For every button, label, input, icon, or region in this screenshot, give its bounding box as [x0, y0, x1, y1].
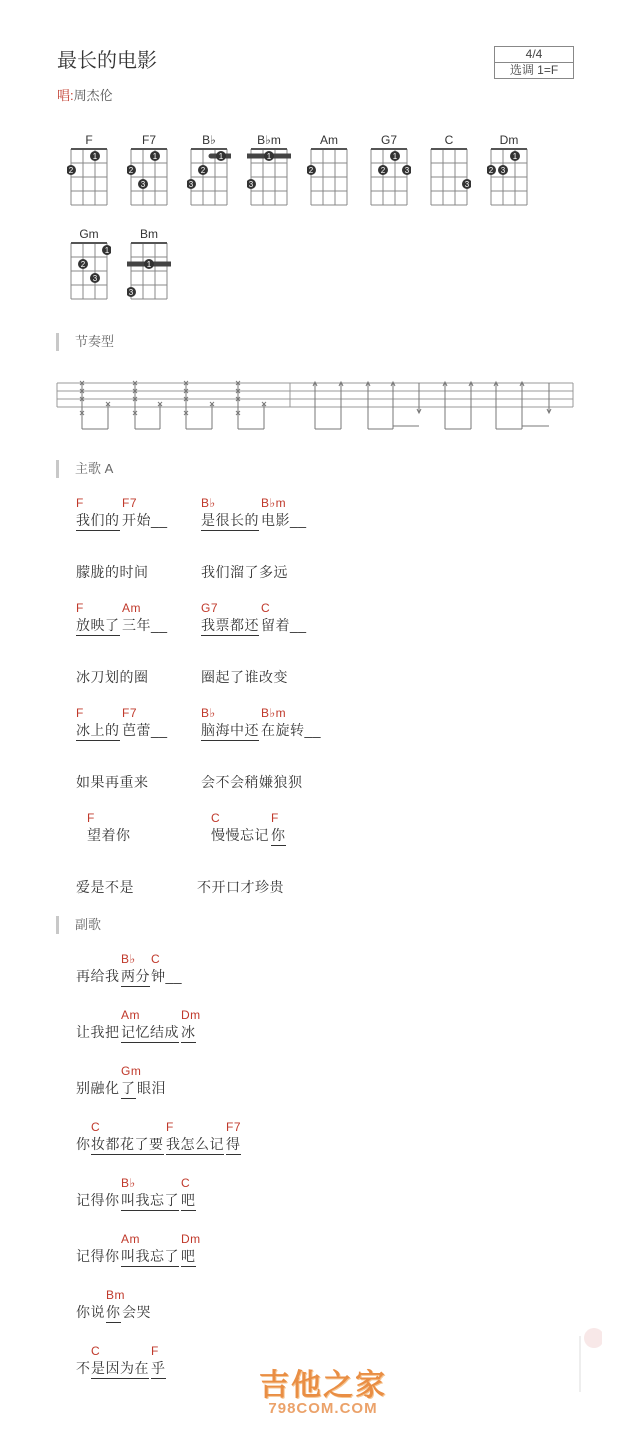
lyric-text: 叫我忘了 [121, 1190, 179, 1211]
chord-label: C [91, 1120, 101, 1134]
lyric-segment [211, 811, 269, 845]
chord-name: B♭ [202, 133, 216, 147]
lyric-text: 会哭 [122, 1304, 151, 1320]
svg-text:3: 3 [128, 288, 134, 297]
chord-label: F [151, 1344, 159, 1358]
svg-text:1: 1 [104, 246, 110, 255]
lyric-text: 留着__ [261, 617, 307, 633]
lyric-text: 了 [121, 1078, 136, 1099]
lyric-text: 再给我 [76, 968, 120, 984]
chord-label: B♭m [261, 706, 287, 720]
chord-label: B♭ [201, 496, 216, 510]
lyric-text: 望着你 [87, 827, 131, 843]
finger-dot [144, 259, 154, 269]
time-signature: 4/4 [525, 47, 543, 61]
lyric-segment [76, 1022, 120, 1042]
chord-label: F [76, 706, 84, 720]
lyric-segment [76, 772, 149, 792]
lyric-segment [76, 601, 120, 636]
finger-dot [498, 165, 508, 175]
finger-dot [150, 151, 160, 161]
lyric-line [0, 1232, 632, 1272]
lyric-segment [261, 601, 307, 635]
lyric-segment [137, 1078, 166, 1098]
lyric-line [0, 863, 632, 903]
chord-diagram [487, 147, 531, 209]
lyric-text: 你说 [76, 1304, 105, 1320]
lyric-segment [121, 1232, 179, 1267]
lyric-segment [166, 1120, 224, 1155]
lyric-segment [121, 1064, 142, 1099]
lyric-text: 不开口才珍贵 [197, 879, 284, 895]
lyric-text: 我们溜了多远 [201, 564, 288, 580]
lyric-text: 我们的 [76, 510, 120, 531]
svg-text:1: 1 [512, 152, 518, 161]
lyric-line [0, 1008, 632, 1048]
lyric-text: 吧 [181, 1190, 196, 1211]
chord-label: F [76, 496, 84, 510]
chord-name: G7 [380, 133, 397, 147]
finger-dot [127, 165, 136, 175]
watermark-text: 吉他之家 [259, 1369, 387, 1402]
lyric-text: 是很长的 [201, 510, 259, 531]
lyric-segment [76, 1134, 91, 1154]
lyric-segment [106, 1288, 125, 1323]
chord-label: Dm [181, 1232, 201, 1246]
lyric-segment [201, 667, 288, 687]
finger-dot [138, 179, 148, 189]
lyric-text: 朦胧的时间 [76, 564, 149, 580]
chord-label: C [151, 952, 161, 966]
lyric-text: 在旋转__ [261, 722, 322, 738]
lyric-segment [76, 667, 149, 687]
svg-text:3: 3 [188, 180, 194, 189]
chord-label: B♭ [121, 1176, 136, 1190]
finger-dot [462, 179, 471, 189]
lyric-text: 记得你 [76, 1248, 120, 1264]
lyric-segment [122, 601, 168, 635]
song-meta-box [494, 46, 574, 79]
lyric-text: 三年__ [122, 617, 168, 633]
finger-dot [198, 165, 208, 175]
chord-diagram [127, 147, 171, 209]
lyric-text: 会不会稍嫌狼狈 [201, 774, 303, 790]
lyric-segment [76, 966, 120, 986]
finger-dot [102, 245, 111, 255]
lyric-segment [76, 496, 120, 531]
svg-text:3: 3 [248, 180, 254, 189]
chord-label: F7 [122, 706, 138, 720]
svg-text:2: 2 [380, 166, 386, 175]
lyric-segment [201, 772, 303, 792]
singer-name: 周杰伦 [73, 88, 113, 103]
chord-label: B♭m [261, 496, 287, 510]
svg-text:3: 3 [404, 166, 410, 175]
chord-label: C [261, 601, 271, 615]
lyric-text: 脑海中还 [201, 720, 259, 741]
finger-dot [402, 165, 411, 175]
lyric-segment [76, 1078, 120, 1098]
chord-name: Dm [499, 133, 519, 147]
lyric-segment [121, 1176, 179, 1211]
lyric-text: 开始__ [122, 512, 168, 528]
chord-name: Gm [79, 227, 99, 241]
chord-diagram [367, 147, 411, 209]
chord-name: F [85, 133, 93, 147]
finger-dot [90, 151, 100, 161]
lyric-line [0, 653, 632, 693]
svg-text:3: 3 [92, 274, 98, 283]
chord-diagram [427, 147, 471, 209]
svg-text:1: 1 [152, 152, 158, 161]
chord-label: B♭ [201, 706, 216, 720]
finger-dot [78, 259, 88, 269]
section-verse: 主歌 A [56, 460, 113, 478]
section-rhythm: 节奏型 [56, 333, 114, 351]
lyric-segment [121, 1008, 179, 1043]
svg-text:2: 2 [68, 166, 74, 175]
svg-text:1: 1 [146, 260, 152, 269]
chord-label: Gm [121, 1064, 142, 1078]
lyric-text: 乎 [151, 1358, 166, 1379]
svg-text:1: 1 [392, 152, 398, 161]
chord-diagram [67, 147, 111, 209]
finger-dot [510, 151, 520, 161]
lyric-text: 你 [76, 1136, 91, 1152]
chord-name: Bm [140, 227, 158, 241]
lyric-line [0, 548, 632, 588]
chord-label: F [166, 1120, 174, 1134]
lyric-line [0, 496, 632, 536]
finger-dot [67, 165, 76, 175]
lyric-text: 得 [226, 1134, 241, 1155]
lyric-segment [181, 1232, 201, 1267]
lyric-text: 记忆结成 [121, 1022, 179, 1043]
finger-dot [247, 179, 256, 189]
lyric-segment [151, 952, 183, 986]
lyric-text: 冰 [181, 1022, 196, 1043]
lyric-segment [122, 496, 168, 530]
lyric-text: 记得你 [76, 1192, 120, 1208]
lyric-segment [76, 1246, 120, 1266]
scroll-decoration-icon [572, 1316, 602, 1396]
singer-line [57, 85, 113, 104]
chord-label: F [87, 811, 95, 825]
lyric-text: 让我把 [76, 1024, 120, 1040]
finger-dot [307, 165, 316, 175]
finger-dot [127, 287, 136, 297]
lyric-line [0, 706, 632, 746]
lyric-text: 如果再重来 [76, 774, 149, 790]
key-selector[interactable]: 选调 1=F [495, 62, 573, 78]
lyric-segment [197, 877, 284, 897]
lyric-text: 放映了 [76, 615, 120, 636]
chord-label: Bm [106, 1288, 125, 1302]
lyric-text: 你 [271, 825, 286, 846]
lyric-text: 是因为在 [91, 1358, 149, 1379]
chord-label: Am [121, 1232, 140, 1246]
chord-name: B♭m [257, 133, 281, 147]
svg-text:1: 1 [266, 152, 272, 161]
lyric-segment [121, 952, 150, 987]
lyric-text: 叫我忘了 [121, 1246, 179, 1267]
lyric-segment [201, 706, 259, 741]
singer-label: 唱: [57, 88, 74, 103]
watermark-site: 798COM.COM [268, 1400, 378, 1417]
lyric-segment [76, 562, 149, 582]
finger-dot [390, 151, 400, 161]
song-title: 最长的电影 [57, 50, 157, 72]
lyric-segment [151, 1344, 166, 1379]
chord-label: F7 [226, 1120, 242, 1134]
lyric-text: 两分 [121, 966, 150, 987]
lyric-text: 电影__ [261, 512, 307, 528]
lyric-segment [76, 877, 134, 897]
svg-text:3: 3 [500, 166, 506, 175]
finger-dot [378, 165, 388, 175]
lyric-segment [181, 1176, 196, 1211]
lyric-text: 别融化 [76, 1080, 120, 1096]
chord-diagram [67, 241, 111, 303]
lyric-text: 吧 [181, 1246, 196, 1267]
lyric-segment [76, 1358, 91, 1378]
chord-label: F [76, 601, 84, 615]
lyric-line [0, 1120, 632, 1160]
chord-name: F7 [141, 133, 156, 147]
svg-text:3: 3 [140, 180, 146, 189]
section-chorus: 副歌 [56, 916, 101, 934]
lyric-segment [122, 1302, 151, 1322]
lyric-segment [76, 1190, 120, 1210]
lyric-text: 我票都还 [201, 615, 259, 636]
lyric-line [0, 758, 632, 798]
chord-diagram [187, 147, 231, 209]
svg-text:2: 2 [488, 166, 494, 175]
svg-text:2: 2 [200, 166, 206, 175]
lyric-text: 爱是不是 [76, 879, 134, 895]
lyric-text: 冰上的 [76, 720, 120, 741]
lyric-text: 不 [76, 1360, 91, 1376]
chord-label: C [181, 1176, 191, 1190]
lyric-segment [201, 496, 259, 531]
rhythm-pattern [55, 376, 575, 434]
finger-dot [216, 151, 226, 161]
chord-label: F7 [122, 496, 138, 510]
lyric-segment [76, 706, 120, 741]
chord-name: Am [320, 133, 338, 147]
watermark-logo [248, 1360, 398, 1417]
lyric-line [0, 952, 632, 992]
lyric-text: 眼泪 [137, 1080, 166, 1096]
svg-text:1: 1 [218, 152, 224, 161]
svg-text:3: 3 [464, 180, 470, 189]
lyric-segment [122, 706, 168, 740]
lyric-segment [226, 1120, 242, 1155]
chord-label: Dm [181, 1008, 201, 1022]
lyric-text: 芭蕾__ [122, 722, 168, 738]
finger-dot [264, 151, 274, 161]
svg-text:1: 1 [92, 152, 98, 161]
lyric-segment [76, 1302, 105, 1322]
chord-diagram [307, 147, 351, 209]
chord-diagram [127, 241, 171, 303]
lyric-segment [261, 706, 322, 740]
lyric-line [0, 1288, 632, 1328]
chord-label: G7 [201, 601, 219, 615]
finger-dot [487, 165, 496, 175]
lyric-text: 妆都花了要 [91, 1134, 164, 1155]
lyric-segment [91, 1344, 149, 1379]
lyric-segment [271, 811, 286, 846]
lyric-text: 钟__ [151, 968, 183, 984]
lyric-segment [181, 1008, 201, 1043]
lyric-line [0, 601, 632, 641]
lyric-line [0, 811, 632, 851]
finger-dot [90, 273, 100, 283]
lyric-line [0, 1176, 632, 1216]
lyric-segment [87, 811, 131, 845]
lyric-text: 慢慢忘记 [211, 827, 269, 843]
finger-dot [187, 179, 196, 189]
lyric-segment [201, 562, 288, 582]
lyric-text: 圈起了谁改变 [201, 669, 288, 685]
chord-label: B♭ [121, 952, 136, 966]
lyric-segment [261, 496, 307, 530]
chord-label: C [211, 811, 221, 825]
chord-label: Am [121, 1008, 140, 1022]
svg-text:2: 2 [80, 260, 86, 269]
lyric-text: 你 [106, 1302, 121, 1323]
lyric-text: 我怎么记 [166, 1134, 224, 1155]
lyric-line [0, 1064, 632, 1104]
chord-label: F [271, 811, 279, 825]
chord-label: Am [122, 601, 141, 615]
svg-text:2: 2 [308, 166, 314, 175]
lyric-text: 冰刀划的圈 [76, 669, 149, 685]
chord-diagram [247, 147, 291, 209]
lyric-segment [201, 601, 259, 636]
chord-name: C [444, 133, 454, 147]
lyric-segment [91, 1120, 164, 1155]
chord-label: C [91, 1344, 101, 1358]
svg-text:2: 2 [128, 166, 134, 175]
